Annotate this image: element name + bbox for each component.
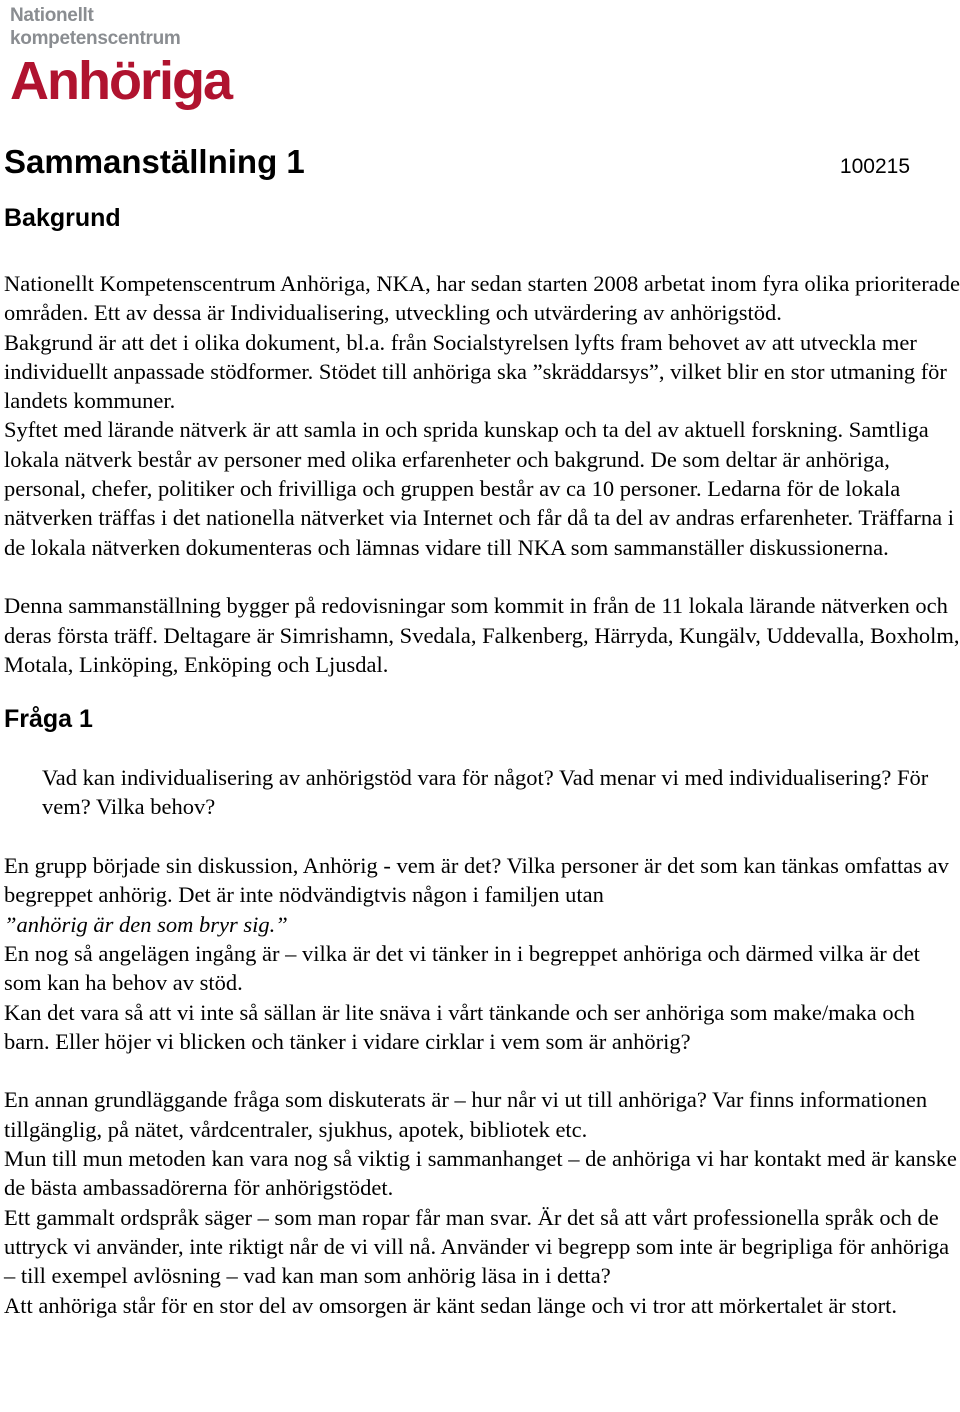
paragraph: En nog så angelägen ingång är – vilka är det vi tänker in i begreppet anhöriga och därmed vilka är det som kan ha behov av stöd. <box>4 940 920 996</box>
logo <box>10 4 231 111</box>
question-text: Vad kan individualisering av anhörigstöd vara för något? Vad menar vi med individualisering? För vem? Vilka behov? <box>42 765 929 820</box>
document-date: 100215 <box>839 155 910 178</box>
paragraph: Ett gammalt ordspråk säger – som man ropar får man svar. Är det så att vårt professionella språk och de uttryck vi använder, inte riktigt når de vi vill nå. Använder vi begrepp som inte är begripliga för anhöriga – till exempel avlösning – vad kan man som anhörig läsa in i detta? <box>4 1204 950 1289</box>
paragraph: Att anhöriga står för en stor del av omsorgen är känt sedan länge och vi tror att mörkertalet är stort. <box>4 1292 898 1318</box>
paragraph: Bakgrund är att det i olika dokument, bl.a. från Socialstyrelsen lyfts fram behovet av att utveckla mer individuellt anpassade stödformer. Stödet till anhöriga ska ”skräddarsys”, vilket blir en stor utmaning för landets kommuner. <box>4 329 947 414</box>
spacer <box>4 822 960 851</box>
paragraph: En annan grundläggande fråga som diskuterats är – hur når vi ut till anhöriga? Var finns informationen tillgänglig, på nätet, vårdcentraler, sjukhus, apotek, bibliotek etc. <box>4 1087 928 1142</box>
body-text <box>4 763 960 1320</box>
paragraph: Syftet med lärande nätverk är att samla in och sprida kunskap och ta del av aktuell forskning. Samtliga lokala nätverk består av personer med olika erfarenheter och bakgrund. De som deltar är anhöriga, personal, chefer, politiker och frivilliga och gruppen består av ca 10 personer. Ledarna för de lokala nätverken träffas i det nationella nätverket via Internet och får då ta del av andras erfarenheter. Träffarna i de lokala nätverken dokumenteras och lämnas vidare till NKA som sammanställer diskussionerna. <box>4 417 954 560</box>
logo-line-kompetenscentrum: kompetenscentrum <box>10 28 181 49</box>
paragraph: En grupp började sin diskussion, Anhörig - vem är det? Vilka personer är det som kan tänkas omfattas av begreppet anhörig. Det är inte nödvändigtvis någon i familjen utan <box>4 853 949 908</box>
body-text <box>4 269 960 679</box>
spacer <box>4 1056 960 1085</box>
section-heading-bakgrund: Bakgrund <box>4 204 121 232</box>
title-row <box>4 140 910 184</box>
document <box>4 140 960 1320</box>
paragraph: Nationellt Kompetenscentrum Anhöriga, NKA, har sedan starten 2008 arbetat inom fyra olika prioriterade områden. Ett av dessa är Individualisering, utveckling och utvärdering av anhörigstöd. <box>4 271 960 326</box>
quote: ”anhörig är den som bryr sig.” <box>4 911 288 937</box>
section-heading-fraga-1: Fråga 1 <box>4 705 93 734</box>
page-title: Sammanställning 1 <box>4 143 305 180</box>
paragraph: Kan det vara så att vi inte så sällan är lite snäva i vårt tänkande och ser anhöriga som make/maka och barn. Eller höjer vi blicken och tänker i vidare cirklar i vem som är anhörig? <box>4 999 915 1054</box>
paragraph: Mun till mun metoden kan vara nog så viktig i sammanhanget – de anhöriga vi har kontakt med är kanske de bästa ambassadörerna för anhörigstödet. <box>4 1146 957 1201</box>
paragraph: Denna sammanställning bygger på redovisningar som kommit in från de 11 lokala lärande nätverken och deras första träff. Deltagare är Simrishamn, Svedala, Falkenberg, Härryda, Kungälv, Uddevalla, Boxholm, Motala, Linköping, Enköping och Ljusdal. <box>4 593 960 677</box>
spacer <box>4 562 960 591</box>
logo-line-nationellt: Nationellt <box>10 5 94 26</box>
logo-brand-anhoriga: Anhöriga <box>10 51 231 111</box>
